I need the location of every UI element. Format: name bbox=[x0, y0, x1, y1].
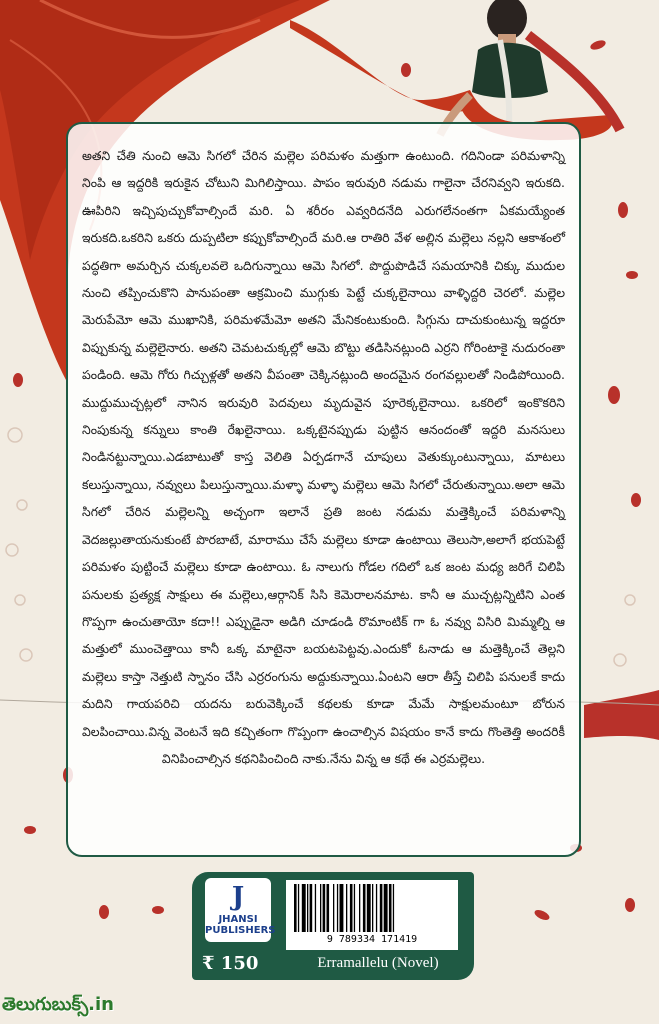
publisher-name-line2: PUBLISHERS bbox=[205, 925, 276, 936]
publisher-name-line1: JHANSI bbox=[218, 914, 258, 925]
site-watermark: తెలుగుబుక్స్.in bbox=[2, 994, 114, 1015]
publisher-logo-letter: J bbox=[231, 882, 245, 912]
publisher-name bbox=[205, 914, 276, 936]
isbn-barcode bbox=[286, 880, 458, 950]
barcode-digits: 9 789334 171419 bbox=[326, 934, 418, 945]
back-cover-text-panel bbox=[66, 122, 581, 857]
book-title-english: Erramallelu (Novel) bbox=[317, 955, 439, 971]
price-label: ₹ 150 bbox=[202, 953, 259, 974]
publisher-logo bbox=[205, 878, 276, 942]
blurb-text: అతని చేతి నుంచి ఆమె సిగలో చేరిన మల్లెల పరిమళం మత్తుగా ఉంటుంది. గదినిండా పరిమళాన్ని నింపి ఆ ఇద్దరికి ఇరుకైన చోటుని మిగిలిస్తాయి. పాపం ఇరువురి నడుమ గాలైనా చేరనివ్వని ఇరుకది. ఊపిరిని ఇచ్చిపుచ్చుకోవాల్సిందే మరి. ఏ శరీరం ఎవ్వరిదనేది ఎరుగలేనంతగా ఏకమయ్యేంత ఇరుకది.ఒకరిని ఒకరు దుప్పటిలా కప్పుకోవాల్సిందే మరి.ఆ రాతిరి వేళ అల్లిన మల్లెలు నల్లని ఆకాశంలో పద్ధతిగా అమర్చిన చుక్కలవలె ఒదిగున్నాయి ఆమె సిగలో. పొద్దుపొడిచే సమయానికి చిక్కు ముదుల నుంచి తప్పించుకొని పానుపంతా ఆక్రమించి ముగ్గుకు పెట్టే చుక్కలైనాయి వాళ్ళిద్దరి చెరలో. మల్లెల మెరుపేమో ఆమె ముఖానికి, పరిమళమేమో అతని మేనికంటుకుంది. సిగ్గును దాచుకుంటున్న ఇద్దరూ విప్పుకున్న మల్లెలైనారు. అతని చెమటచుక్కల్లో ఆమె బొట్టు తడిసినట్లుంది ఎర్రని గోరింటాకై నుదురంతా పండింది. ఆమె గోరు గిచ్చుళ్లతో అతని వీపంతా చెక్కినట్లుంది అందమైన రంగవల్లులతో నిండిపోయింది. ముద్దుముచ్చట్లలో నానిన ఇరువురి పెదవులు మృదువైన పూరెక్కలైనాయి. ఒకరిలో ఇంకొకరిని నింపుకున్న కన్నులు కాంతి రేఖలైనాయి. ఒక్కటైనప్పుడు పుట్టిన ఆనందంతో ఇద్దరి మనసులు నిండినట్టున్నాయి.ఎడబాటుతో కాస్త వెలితి ఏర్పడగానే చూపులు వెతుక్కుంటున్నాయి, మాటలు కలుస్తున్నాయి, నవ్వులు పిలుస్తున్నాయి.మళ్ళా మళ్ళా మల్లెలు ఆమె సిగలో చేరుతున్నాయి.అలా ఆమె సిగలో చేరిన మల్లెలన్ని అచ్చంగా ఇలానే ప్రతి జంట నడుమ మత్తెక్కించే పరిమళాన్ని వెదజల్లుతాయనుకుంటే పొరబాటే, మారాము చేసే మల్లెలు కూడా ఉంటాయి తెలుసా,అలాగే భయపెట్టే పరిమళం పుట్టించే మల్లెలు కూడా ఉంటాయి. ఓ నాలుగు గోడల గదిలో ఒక జంట మధ్య జరిగే చిలిపి పనులకు ప్రత్యక్ష సాక్షులు ఈ మల్లెలు,ఆర్గానిక్ సిసి కెమెరాలనమాట. కానీ ఆ ముచ్చట్లన్నిటిని ఎంత గొప్పగా ఉంచుతాయో కదా!! ఎప్పుడైనా అడిగి చూడండి రొమాంటిక్ గా ఓ నవ్వు విసిరి మిమ్మల్ని ఆ మత్తులో ముంచెత్తాయి కానీ ఒక్క మాటైనా బయటపెట్టవు.ఎందుకో ఓనాడు ఆ మత్తెక్కించే తెల్లని మల్లెలు కాస్తా నెత్తుటి స్నానం చేసి ఎర్రరంగును అద్దుకున్నాయి.ఏంటని ఆరా తీస్తే చిలిపి పనులకే కాదు మదిని గాయపరిచి యదను బరువెక్కించే కథలకు కూడా మేమే సాక్షులమంటూ బోరున విలపించాయి.విన్న వెంటనే ఇది కచ్చితంగా గొప్పంగా ఉంచాల్సిన విషయం కానే కాదు గొంతెత్తి అందరికీ వినిపించాల్సిన కథనిపించింది నాకు.నేను విన్న ఆ కథే ఈ ఎర్రమల్లెలు. bbox=[82, 148, 565, 766]
barcode-bars bbox=[292, 884, 452, 932]
